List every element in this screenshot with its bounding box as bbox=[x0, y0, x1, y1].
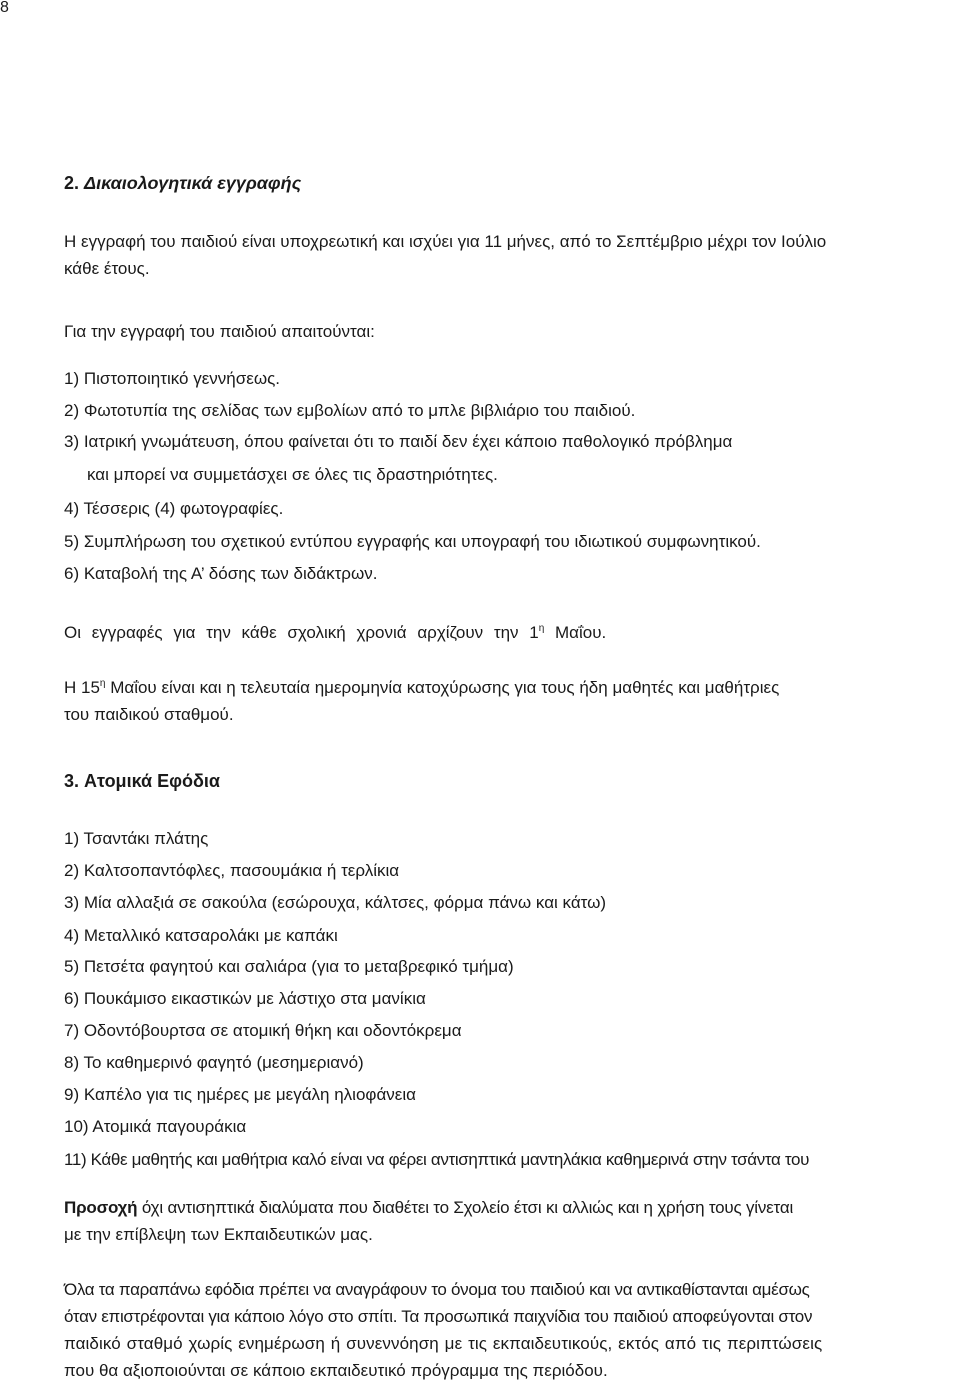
supply-item: 11) Κάθε μαθητής και μαθήτρια καλό είναι να φέρει αντισηπτικά μαντηλάκια καθημερινά στην τσάντα του bbox=[64, 1150, 810, 1169]
section-2-heading bbox=[64, 173, 301, 193]
deadline-text-a: Η 15 bbox=[64, 678, 100, 697]
requirement-item: 1) Πιστοποιητικό γεννήσεως. bbox=[64, 369, 281, 388]
page-number: 8 bbox=[0, 0, 9, 16]
deadline-text-b: Μαΐου είναι και η τελευταία ημερομηνία κατοχύρωσης για τους ήδη μαθητές και μαθήτριες bbox=[105, 678, 780, 697]
registration-deadline-line-2: του παιδικού σταθμού. bbox=[64, 705, 234, 724]
registration-start-line bbox=[64, 623, 606, 643]
closing-paragraph-line: παιδικό σταθμό χωρίς ενημέρωση ή συνεννόηση με τις εκπαιδευτικούς, εκτός από τις περιπτώσεις bbox=[64, 1334, 823, 1353]
section-3-number: 3. bbox=[64, 771, 80, 791]
caution-text: όχι αντισηπτικά διαλύματα που διαθέτει το Σχολείο έτσι κι αλλιώς και η χρήση τους γίνεται bbox=[137, 1198, 794, 1217]
requirement-item: 4) Τέσσερις (4) φωτογραφίες. bbox=[64, 499, 284, 518]
requirement-item: 2) Φωτοτυπία της σελίδας των εμβολίων από το μπλε βιβλιάριο του παιδιού. bbox=[64, 401, 636, 420]
closing-paragraph-line: Όλα τα παραπάνω εφόδια πρέπει να αναγράφουν το όνομα του παιδιού και να αντικαθίστανται αμέσως bbox=[64, 1280, 810, 1299]
supply-item: 2) Καλτσοπαντόφλες, πασουμάκια ή τερλίκια bbox=[64, 861, 400, 880]
supply-item: 6) Πουκάμισο εικαστικών με λάστιχο στα μανίκια bbox=[64, 989, 426, 1008]
section-2-title: Δικαιολογητικά εγγραφής bbox=[84, 173, 302, 193]
requirements-label: Για την εγγραφή του παιδιού απαιτούνται: bbox=[64, 322, 375, 341]
registration-start-month: Μαΐου. bbox=[544, 623, 607, 642]
supply-item: 8) Το καθημερινό φαγητό (μεσημεριανό) bbox=[64, 1053, 364, 1072]
caution-line-1 bbox=[64, 1198, 793, 1218]
supply-item: 10) Ατομικά παγουράκια bbox=[64, 1117, 247, 1136]
closing-paragraph-line: όταν επιστρέφονται για κάποιο λόγο στο σπίτι. Τα προσωπικά παιχνίδια του παιδιού αποφεύγονται στον bbox=[64, 1307, 813, 1326]
supply-item: 1) Τσαντάκι πλάτης bbox=[64, 829, 209, 848]
closing-paragraph-line: που θα αξιοποιούνται σε κάποιο εκπαιδευτικό πρόγραμμα της περιόδου. bbox=[64, 1361, 608, 1380]
supply-item: 7) Οδοντόβουρτσα σε ατομική θήκη και οδοντόκρεμα bbox=[64, 1021, 462, 1040]
ordinal-superscript: η bbox=[538, 623, 545, 634]
requirement-item: 5) Συμπλήρωση του σχετικού εντύπου εγγραφής και υπογραφή του ιδιωτικού συμφωνητικού. bbox=[64, 532, 761, 551]
section-3-title: Ατομικά Εφόδια bbox=[84, 771, 220, 791]
supply-item: 5) Πετσέτα φαγητού και σαλιάρα (για το μεταβρεφικό τμήμα) bbox=[64, 957, 514, 976]
requirement-item-continuation: και μπορεί να συμμετάσχει σε όλες τις δραστηριότητες. bbox=[87, 465, 498, 484]
requirement-item: 3) Ιατρική γνωμάτευση, όπου φαίνεται ότι το παιδί δεν έχει κάποιο παθολογικό πρόβλημα bbox=[64, 432, 733, 451]
requirement-item: 6) Καταβολή της Α’ δόσης των διδάκτρων. bbox=[64, 564, 378, 583]
ordinal-superscript: η bbox=[99, 678, 106, 689]
supply-item: 9) Καπέλο για τις ημέρες με μεγάλη ηλιοφάνεια bbox=[64, 1085, 416, 1104]
caution-line-2: με την επίβλεψη των Εκπαιδευτικών μας. bbox=[64, 1225, 373, 1244]
caution-label: Προσοχή bbox=[64, 1198, 138, 1217]
supply-item: 3) Μία αλλαξιά σε σακούλα (εσώρουχα, κάλτσες, φόρμα πάνω και κάτω) bbox=[64, 893, 607, 912]
section-2-intro-line-2: κάθε έτους. bbox=[64, 259, 150, 278]
registration-start-text: Οι εγγραφές για την κάθε σχολική χρονιά αρχίζουν την 1 bbox=[64, 623, 539, 642]
section-3-heading bbox=[64, 771, 220, 791]
supply-item: 4) Μεταλλικό κατσαρολάκι με καπάκι bbox=[64, 926, 338, 945]
registration-deadline-line-1 bbox=[64, 678, 779, 698]
section-2-intro-line-1: Η εγγραφή του παιδιού είναι υποχρεωτική και ισχύει για 11 μήνες, από το Σεπτέμβριο μέχρι τον Ιούλιο bbox=[64, 232, 827, 251]
section-2-number: 2. bbox=[64, 173, 80, 193]
